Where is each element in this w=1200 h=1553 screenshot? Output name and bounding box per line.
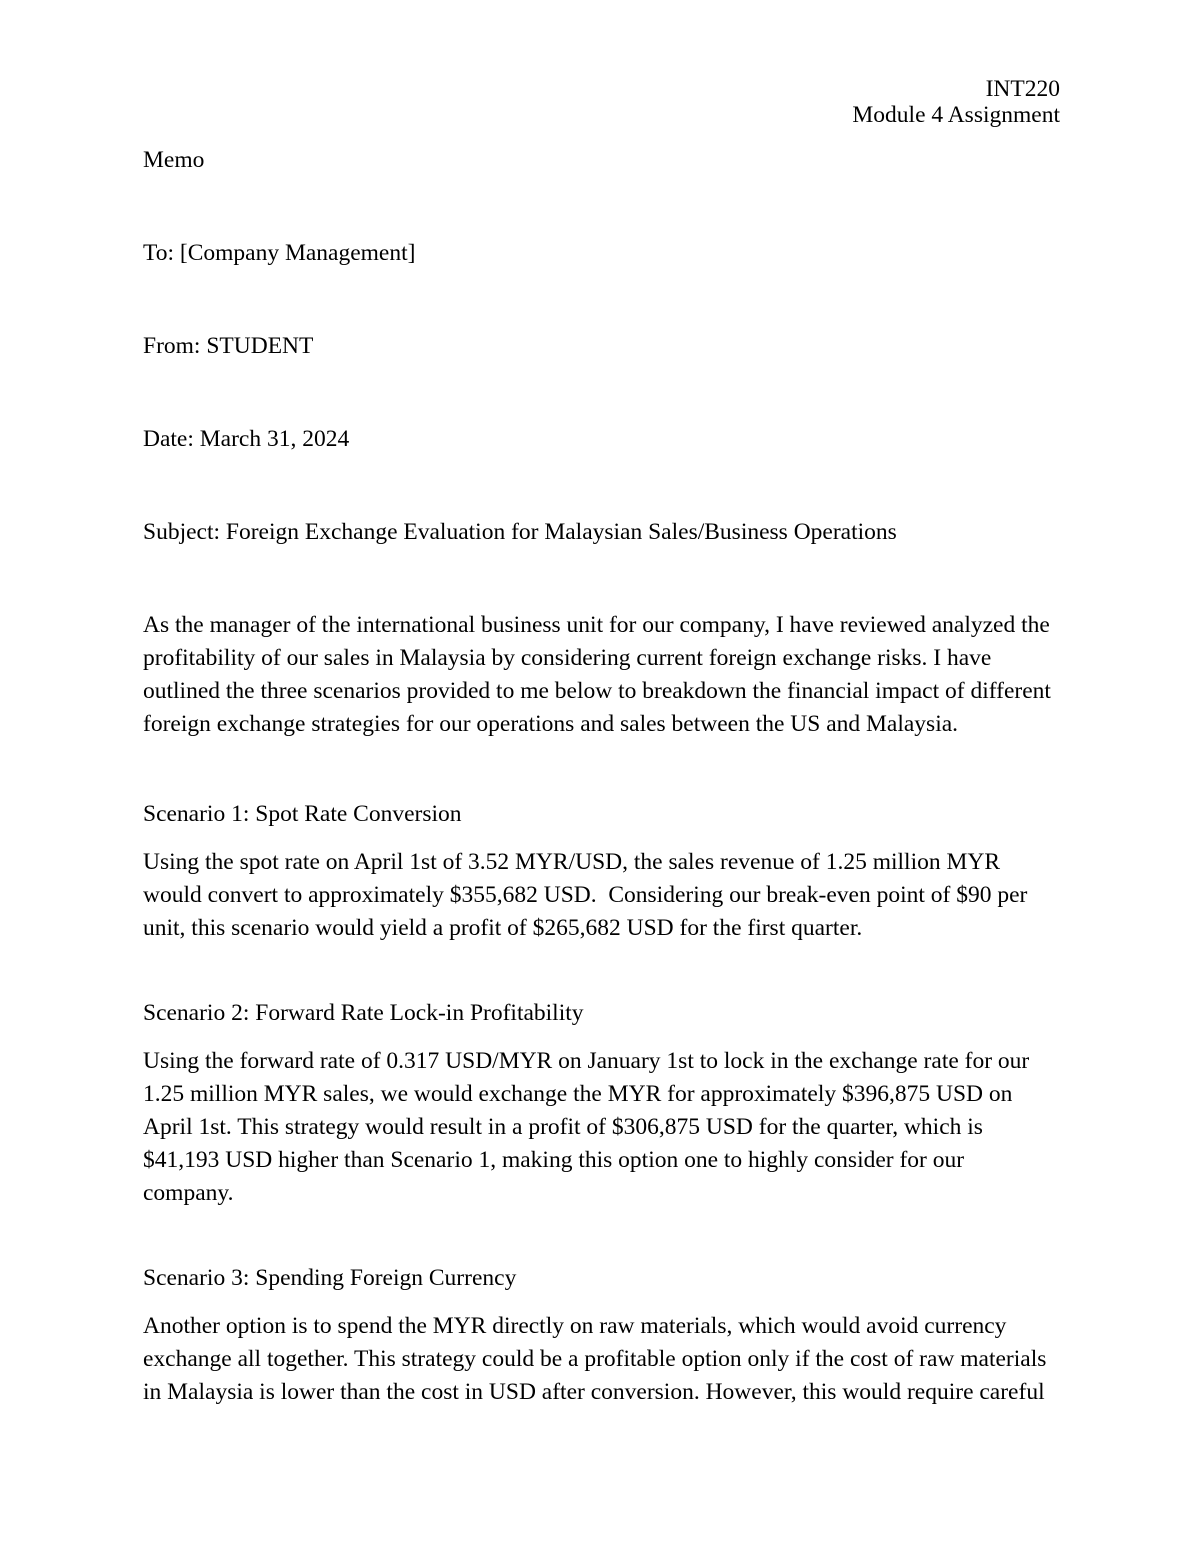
scenario-3-paragraph: Another option is to spend the MYR directly on raw materials, which would avoid currency exchange all together. This strategy could be a profitable option only if the cost of raw materials in Malaysia is lower than the cost in USD after conversion. However, this would require careful [143, 1313, 1053, 1405]
scenario-3-section [143, 1262, 1060, 1409]
memo-from-line: From: STUDENT [143, 333, 314, 359]
scenario-2-paragraph: Using the forward rate of 0.317 USD/MYR on January 1st to lock in the exchange rate for our 1.25 million MYR sales, we would exchange the MYR for approximately $396,875 USD on April 1st. This strategy would result in a profit of $306,875 USD for the quarter, which is $41,193 USD higher than Scenario 1, making this option one to highly consider for our company. [143, 1048, 1036, 1206]
scenario-2-heading: Scenario 2: Forward Rate Lock-in Profitability [143, 1000, 584, 1026]
scenario-1-paragraph: Using the spot rate on April 1st of 3.52 MYR/USD, the sales revenue of 1.25 million MYR would convert to approximately $355,682 USD. Considering our break-even point of $90 per unit, this scenario would yield a profit of $265,682 USD for the first quarter. [143, 849, 1034, 941]
memo-subject-line: Subject: Foreign Exchange Evaluation for Malaysian Sales/Business Operations [143, 519, 897, 545]
memo-date-line: Date: March 31, 2024 [143, 426, 350, 452]
memo-title: Memo [143, 147, 205, 173]
scenario-3-heading: Scenario 3: Spending Foreign Currency [143, 1265, 517, 1291]
memo-to-line: To: [Company Management] [143, 240, 416, 266]
course-code: INT220 [985, 76, 1060, 102]
intro-paragraph: As the manager of the international business unit for our company, I have reviewed analyzed the profitability of our sales in Malaysia by considering current foreign exchange risks. I have outlined the three scenarios provided to me below to breakdown the financial impact of different foreign exchange strategies for our operations and sales between the US and Malaysia. [143, 612, 1057, 737]
assignment-title: Module 4 Assignment [852, 102, 1060, 128]
scenario-1-section [143, 798, 1060, 945]
scenario-2-section [143, 997, 1060, 1210]
scenario-1-heading: Scenario 1: Spot Rate Conversion [143, 801, 462, 827]
document-header [143, 76, 1060, 128]
